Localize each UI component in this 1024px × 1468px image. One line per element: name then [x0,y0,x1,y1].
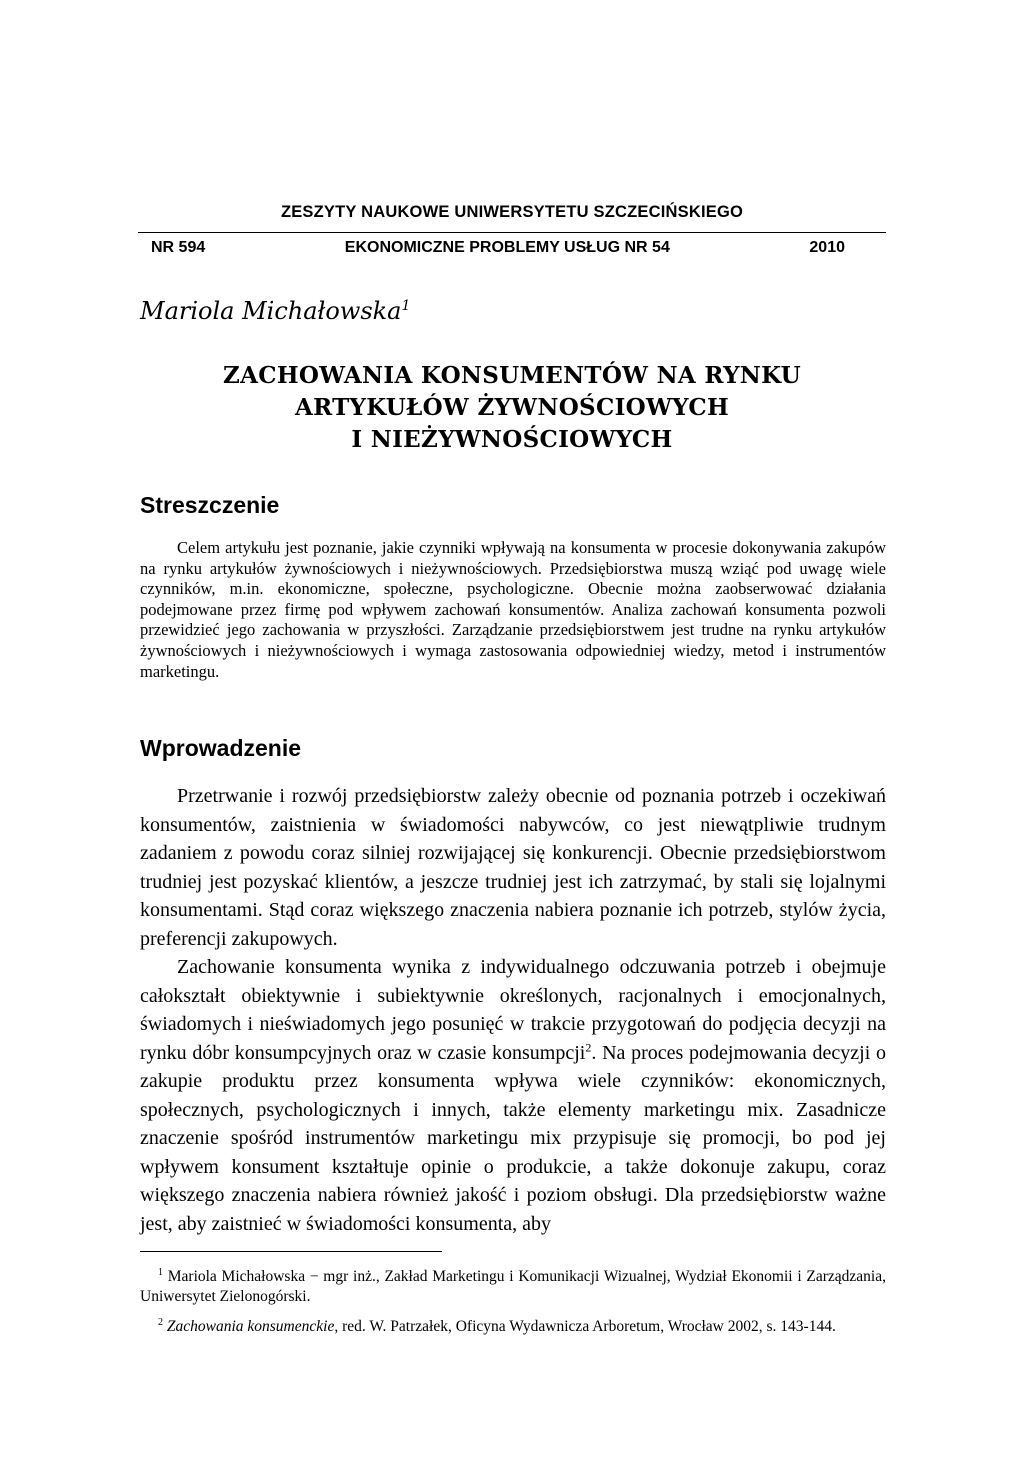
title-line-1: ZACHOWANIA KONSUMENTÓW NA RYNKU [223,362,801,389]
footnote-2-title: Zachowania konsumenckie [166,1318,335,1336]
footnotes [140,1263,886,1343]
footnote-2-mark: 2 [158,1317,163,1329]
footnote-2 [140,1313,886,1337]
author-footnote-mark: 1 [401,298,411,314]
intro-paragraph-2 [140,953,886,1238]
intro-paragraph-2-part-2: . Na proces podejmowania decyzji o zakupie produktu przez konsumenta wpływa wiele czynników: ekonomicznych, społecznych, psychologicznych i innych, także elementy marketingu mix. Zasadnicze znaczenie spośród instrumentów marketingu mix przypisuje się promocji, bo pod jej wpływem konsument kształtuje opinie o produkcie, a także dokonuje zakupu, coraz większego znaczenia nabiera również jakość i poziom obsługi. Dla przedsiębiorstw ważne jest, aby zaistnieć w świadomości konsumenta, aby [140,1041,886,1235]
series-name: EKONOMICZNE PROBLEMY USŁUG NR 54 [344,239,670,256]
header-rule [138,232,886,233]
intro-heading: Wprowadzenie [140,735,302,761]
intro-body [140,782,886,1238]
abstract-heading: Streszczenie [140,492,280,518]
author-name-text: Mariola Michałowska [140,297,402,325]
title-line-2: ARTYKUŁÓW ŻYWNOŚCIOWYCH [294,394,730,421]
intro-paragraph-1: Przetrwanie i rozwój przedsiębiorstw zależy obecnie od poznania potrzeb i oczekiwań konsumentów, zaistnienia w świadomości nabywców, co jest niewątpliwie trudnym zadaniem z powodu coraz silniej rozwijającej się konkurencji. Obecnie przedsiębiorstwom trudniej jest pozyskać klientów, a jeszcze trudniej jest ich zatrzymać, by stali się lojalnymi konsumentami. Stąd coraz większego znaczenia nabiera poznanie ich potrzeb, stylów życia, preferencji zakupowych. [140,785,886,950]
issue-number: NR 594 [151,239,206,256]
footnote-2-text: , red. W. Patrzałek, Oficyna Wydawnicza Arboretum, Wrocław 2002, s. 143-144. [334,1318,836,1336]
intro-paragraph-2-part-1: Zachowanie konsumenta wynika z indywidualnego odczuwania potrzeb i obejmuje całokształt obiektywnie i subiektywnie określonych, racjonalnych i emocjonalnych, świadomych i nieświadomych jego posunięć w trakcie przygotowań do podjęcia decyzji na rynku dóbr konsumpcyjnych oraz w czasie konsumpcji [140,956,886,1064]
author-name [140,297,410,325]
issue-row [151,239,845,257]
title-line-3: I NIEŻYWNOŚCIOWYCH [351,426,673,453]
issue-year: 2010 [809,239,845,256]
footnote-1-mark: 1 [158,1267,163,1278]
article-title [138,360,886,456]
footnote-ref-2: 2 [585,1039,592,1054]
abstract-text: Celem artykułu jest poznanie, jakie czynniki wpływają na konsumenta w procesie dokonywania zakupów na rynku artykułów żywnościowych i nieżywnościowych. Przedsiębiorstwa muszą wziąć pod uwagę wiele czynników, m.in. ekonomiczne, społeczne, psychologiczne. Obecnie można zaobserwować działania podejmowane przez firmę pod wpływem zachowań konsumentów. Analiza zachowań konsumenta pozwoli przewidzieć jego zachowania w przyszłości. Zarządzanie przedsiębiorstwem jest trudne na rynku artykułów żywnościowych i nieżywnościowych i wymaga zastosowania odpowiedniej wiedzy, metod i instrumentów marketingu. [140,538,886,681]
footnote-1-text: Mariola Michałowska − mgr inż., Zakład Marketingu i Komunikacji Wizualnej, Wydział Ekonomii i Zarządzania, Uniwersytet Zielonogórski. [140,1268,886,1306]
journal-title: ZESZYTY NAUKOWE UNIWERSYTETU SZCZECIŃSKIEGO [280,203,744,221]
footnote-1 [140,1263,886,1307]
footnote-rule [140,1251,442,1252]
